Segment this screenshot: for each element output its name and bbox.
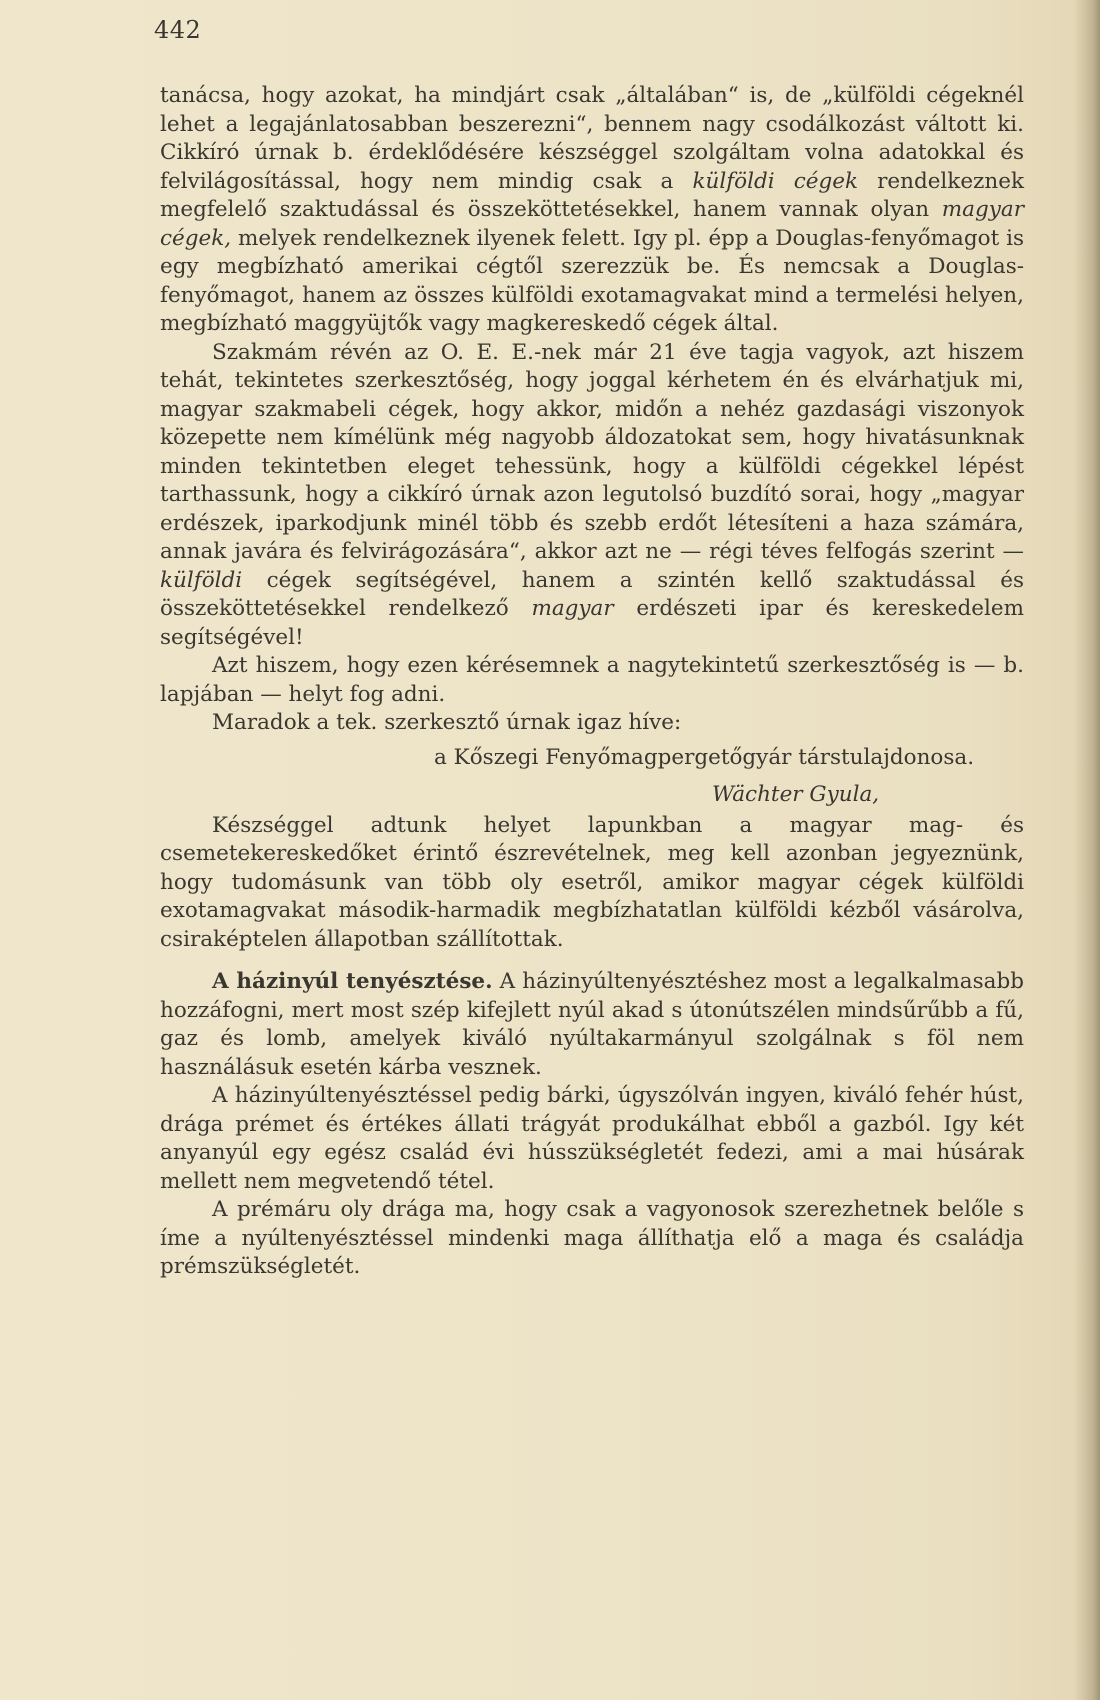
paragraph-membership [160,339,1024,653]
italic-text: magyar [531,596,614,621]
text-run: rendelkeznek megfelelő szaktudással és összeköttetésekkel, hanem vannak olyan [160,168,1024,222]
text-run: melyek rendelkeznek ilyenek felett. Igy pl. épp a Douglas-fenyőmagot is egy megbízható amerikai cégtől szerezzük be. És nemcsak a Douglas-fenyőmagot, hanem az összes külföldi exotamagvakat mind a termelési helyen, megbízható maggyüjtők vagy magkereskedő cégek által. [160,225,1024,336]
text-run: cégek segítségével, hanem a szintén kellő szaktudással és összeköttetésekkel rendelkező [160,567,1024,621]
section-paragraph: A prémáru oly drága ma, hogy csak a vagyonosok szerezhetnek belőle s íme a nyúltenyésztéssel mindenki maga állíthatja elő a maga és családja prémszükségletét. [160,1197,1024,1279]
page-number: 442 [154,16,202,44]
text-run: tanácsa, hogy azokat, ha mindjárt csak „általában“ is, de „külföldi cégeknél lehet a legajánlatosabban beszerezni“, bennem nagy csodálkozást váltott ki. Cikkíró úrnak b. érdeklődésére készséggel szolgáltam volna adatokkal és felvilágosítással, hogy nem mindig csak a [160,83,1024,194]
paragraph-letter-continuation [160,82,1024,339]
section-heading: A házinyúl tenyésztése. [212,969,493,994]
signature-company: a Kőszegi Fenyőmagpergetőgyár társtulajdonosa. [434,744,975,770]
italic-text: magyar cégek, [160,197,1024,251]
signature-name: Wächter Gyula, [712,781,880,807]
text-run: erdészeti ipar és kereskedelem segítségével! [160,596,1025,650]
paragraph-closing: Maradok a tek. szerkesztő úrnak igaz híve: [212,710,682,735]
article-text [160,82,1024,1282]
text-run: Szakmám révén az O. E. E.-nek már 21 éve tagja vagyok, azt hiszem tehát, tekintetes szerkesztőség, hogy joggal kérhetem én és elvárhatjuk mi, magyar szakmabeli cégek, hogy akkor, midőn a nehéz gazdasági viszonyok közepette nem kímélünk még nagyobb áldozatokat sem, hogy hivatásunknak minden tekintetben eleget tehessünk, hogy a külföldi cégekkel lépést tarthassunk, hogy a cikkíró úrnak azon legutolsó buzdító sorai, hogy „magyar erdészek, iparkodjunk minél több és szebb erdőt létesíteni a haza számára, annak javára és felvirágozására“, akkor azt ne — régi téves felfogás szerint — [160,339,1024,564]
text-run: A házinyúltenyésztéshez most a legalkalmasabb hozzáfogni, mert most szép kifejlett nyúl akad s útonútszélen mindsűrűbb a fű, gaz és lomb, amelyek kiváló nyúltakarmányul szolgálnak s föl nem használásuk esetén kárba vesznek. [160,969,1024,1080]
italic-text: külföldi cégek [692,168,858,194]
section-first-paragraph [160,968,1024,1082]
section-paragraph: A házinyúltenyésztéssel pedig bárki, úgyszólván ingyen, kiváló fehér húst, drága prémet és értékes állati trágyát produkálhat ebből a gazból. Igy két anyanyúl egy egész család évi hússzükségletét fedezi, ami a mai húsárak mellett nem megvetendő tétel. [160,1083,1024,1194]
italic-text: külföldi [160,567,243,593]
page-edge-shadow [1074,0,1100,1700]
paragraph-request: Azt hiszem, hogy ezen kérésemnek a nagytekintetű szerkesztőség is — b. lapjában — helyt fog adni. [160,653,1024,707]
editor-note: Készséggel adtunk helyet lapunkban a magyar mag- és csemetekereskedőket érintő észrevételnek, meg kell azonban jegyeznünk, hogy tudomásunk van több oly esetről, amikor magyar cégek külföldi exotamagvakat második-harmadik megbízhatatlan külföldi kézből vásárolva, csiraképtelen állapotban szállítottak. [160,812,1024,952]
